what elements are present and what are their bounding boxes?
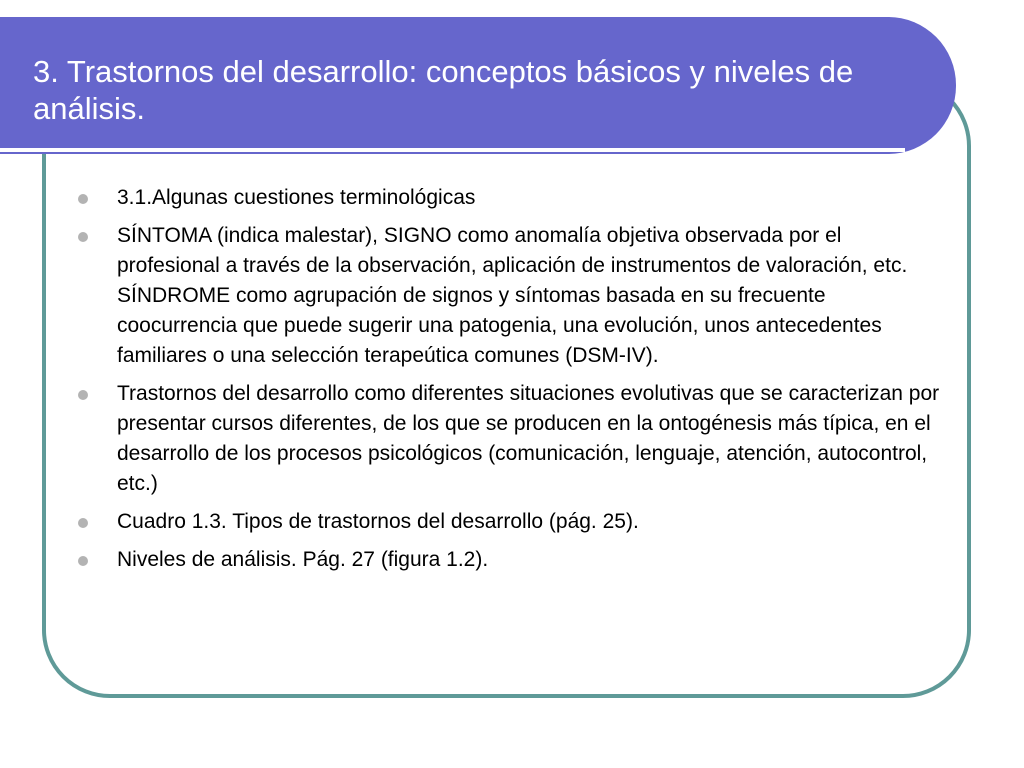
bullet-item-terminology — [78, 183, 948, 213]
title-underline — [0, 148, 905, 152]
bullet-item-table-reference — [78, 507, 948, 537]
slide-title: 3. Trastornos del desarrollo: conceptos básicos y niveles de análisis. — [33, 54, 854, 126]
bullet-icon — [78, 518, 88, 528]
bullet-icon — [78, 390, 88, 400]
bullet-list — [78, 183, 948, 583]
bullet-text: Cuadro 1.3. Tipos de trastornos del desarrollo (pág. 25). — [117, 510, 639, 533]
bullet-text: 3.1.Algunas cuestiones terminológicas — [117, 186, 476, 209]
bullet-text: Niveles de análisis. Pág. 27 (figura 1.2). — [117, 548, 489, 571]
bullet-text: Trastornos del desarrollo como diferentes situaciones evolutivas que se caracterizan por presentar cursos diferentes, de los que se producen en la ontogénesis más típica, en el desarrollo de los procesos psicológicos (comunicación, lenguaje, atención, autocontrol, etc.) — [117, 382, 940, 495]
bullet-icon — [78, 232, 88, 242]
bullet-item-analysis-levels — [78, 545, 948, 575]
bullet-item-developmental-disorders — [78, 379, 948, 499]
title-bar — [0, 17, 956, 154]
bullet-icon — [78, 556, 88, 566]
bullet-text: SÍNTOMA (indica malestar), SIGNO como anomalía objetiva observada por el profesional a través de la observación, aplicación de instrumentos de valoración, etc. SÍNDROME como agrupación de signos y síntomas basada en su frecuente coocurrencia que puede sugerir una patogenia, una evolución, unos antecedentes familiares o una selección terapeútica comunes (DSM-IV). — [117, 224, 908, 367]
bullet-item-symptom-sign-syndrome — [78, 221, 948, 371]
bullet-icon — [78, 194, 88, 204]
